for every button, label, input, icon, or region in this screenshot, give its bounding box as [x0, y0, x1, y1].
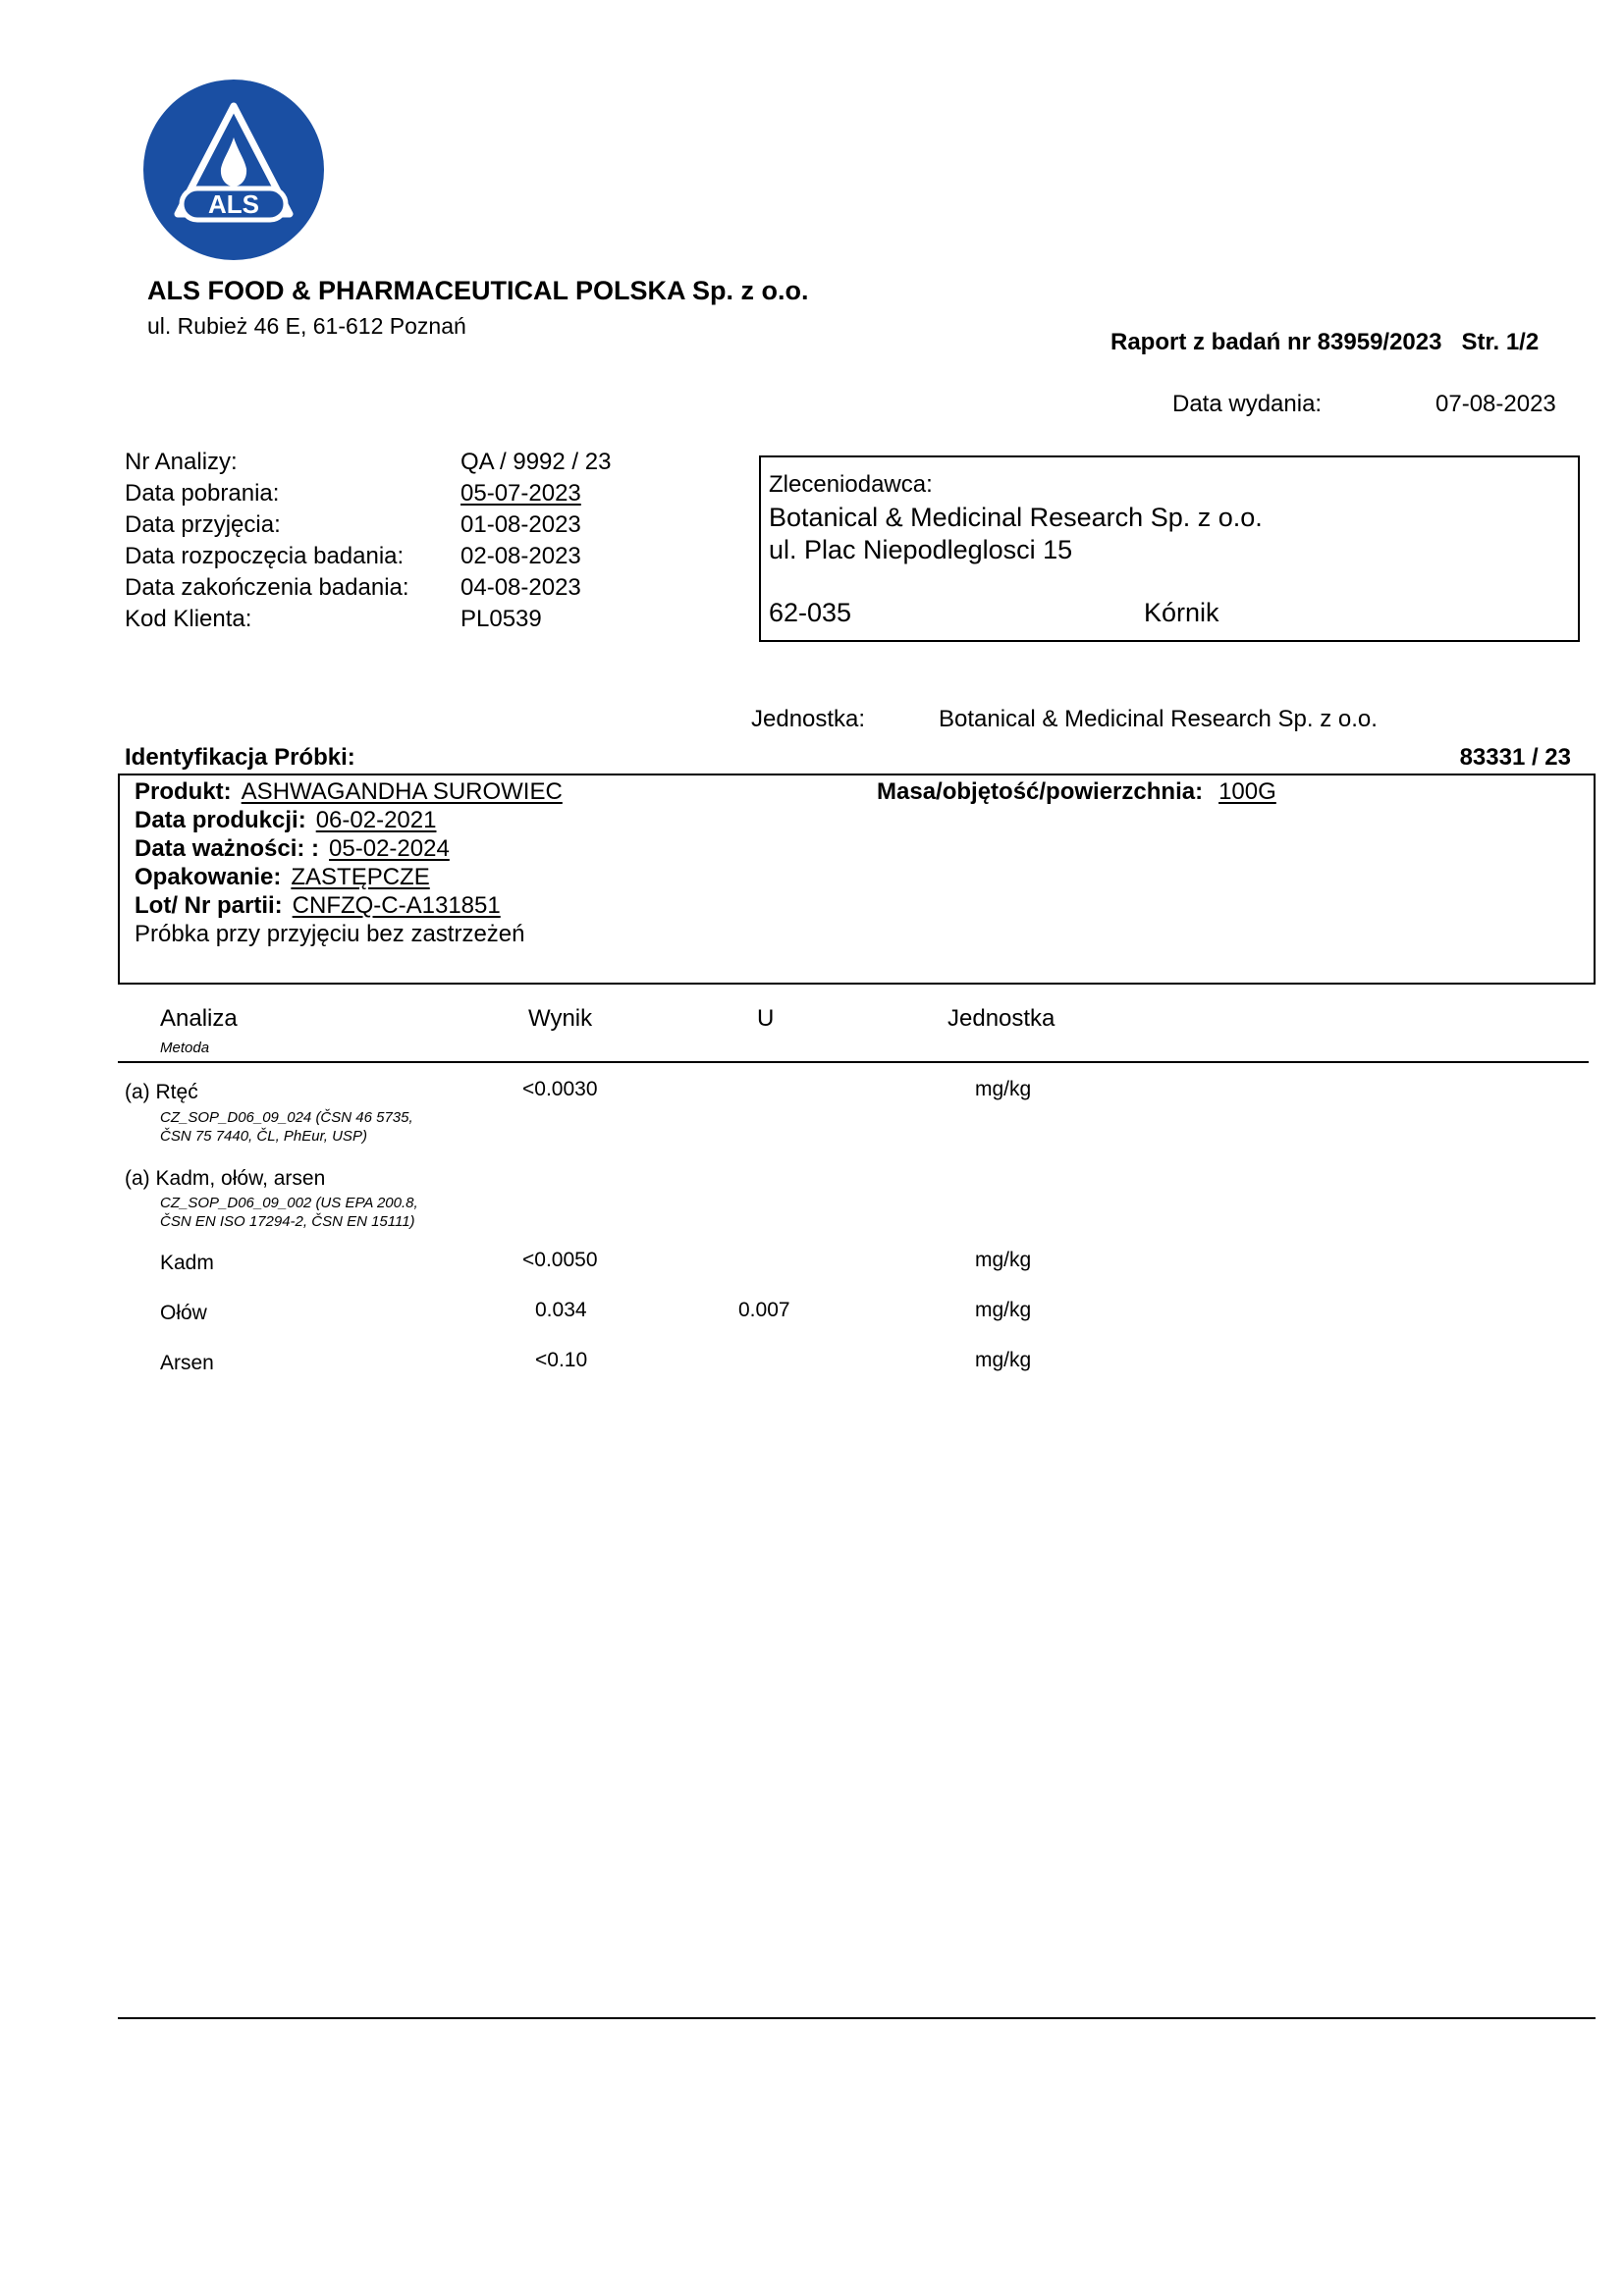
table-row-heavy-metals [125, 1167, 325, 1191]
test-end-label: Data zakończenia badania: [125, 574, 409, 601]
mass-label: Masa/objętość/powierzchnia: [877, 778, 1204, 805]
method-text [160, 1108, 413, 1146]
analyte-name: Arsen [160, 1352, 214, 1374]
client-label: Zleceniodawca: [769, 471, 933, 498]
receipt-date-label: Data przyjęcia: [125, 511, 281, 538]
method-line: CZ_SOP_D06_09_002 (US EPA 200.8, [160, 1195, 418, 1211]
unit-value: mg/kg [975, 1078, 1032, 1100]
sample-box [118, 774, 1596, 985]
accreditation-prefix: (a) [125, 1167, 150, 1190]
mass-row [877, 778, 1276, 806]
unit-value: mg/kg [975, 1249, 1032, 1271]
expiry-date-row [135, 835, 450, 863]
client-box [759, 455, 1580, 642]
mass-value: 100G [1218, 778, 1276, 805]
unit-label: Jednostka: [751, 706, 866, 732]
method-line: CZ_SOP_D06_09_024 (ČSN 46 5735, [160, 1109, 413, 1126]
uncertainty-value: 0.007 [738, 1299, 790, 1321]
packaging-label: Opakowanie: [135, 864, 282, 890]
method-text [160, 1194, 418, 1231]
svg-text:ALS: ALS [208, 189, 259, 219]
sampling-date-label: Data pobrania: [125, 480, 280, 507]
col-unit-header: Jednostka [947, 1005, 1056, 1032]
unit-value: Botanical & Medicinal Research Sp. z o.o. [939, 706, 1378, 732]
unit-value: mg/kg [975, 1349, 1032, 1371]
lot-value: CNFZQ-C-A131851 [292, 892, 501, 919]
lot-row [135, 892, 501, 920]
col-analysis-header: Analiza [160, 1005, 238, 1032]
expiry-date-label: Data ważności: : [135, 835, 320, 862]
sample-note: Próbka przy przyjęciu bez zastrzeżeń [135, 921, 525, 947]
test-start-label: Data rozpoczęcia badania: [125, 543, 405, 569]
test-start-value: 02-08-2023 [460, 543, 581, 569]
packaging-value: ZASTĘPCZE [291, 864, 430, 890]
col-method-header: Metoda [160, 1040, 210, 1056]
unit-value: mg/kg [975, 1299, 1032, 1321]
client-street: ul. Plac Niepodleglosci 15 [769, 535, 1073, 564]
receipt-date-value: 01-08-2023 [460, 511, 581, 538]
packaging-row [135, 864, 430, 891]
product-label: Produkt: [135, 778, 232, 805]
analyte-name: Kadm, ołów, arsen [155, 1167, 326, 1190]
client-name: Botanical & Medicinal Research Sp. z o.o. [769, 503, 1263, 532]
col-u-header: U [757, 1005, 775, 1032]
lot-label: Lot/ Nr partii: [135, 892, 283, 919]
expiry-date-value: 05-02-2024 [329, 835, 450, 862]
sampling-date-value: 05-07-2023 [460, 480, 581, 507]
test-end-value: 04-08-2023 [460, 574, 581, 601]
footer-rule [118, 2017, 1596, 2019]
col-result-header: Wynik [528, 1005, 593, 1032]
result-value: <0.10 [535, 1349, 588, 1371]
analyte-name: Kadm [160, 1252, 214, 1274]
product-value: ASHWAGANDHA SUROWIEC [241, 778, 563, 805]
result-value: <0.0030 [522, 1078, 598, 1100]
client-city: Kórnik [1144, 598, 1219, 627]
accreditation-prefix: (a) [125, 1081, 150, 1103]
client-zip: 62-035 [769, 598, 852, 627]
als-logo [142, 79, 325, 261]
report-title: Raport z badań nr 83959/2023 Str. 1/2 [1110, 329, 1540, 355]
result-value: <0.0050 [522, 1249, 598, 1271]
analysis-number-label: Nr Analizy: [125, 449, 238, 475]
method-line: ČSN EN ISO 17294-2, ČSN EN 15111) [160, 1213, 415, 1230]
company-name: ALS FOOD & PHARMACEUTICAL POLSKA Sp. z o.o. [147, 276, 809, 305]
client-code-value: PL0539 [460, 606, 542, 632]
sample-id-label: Identyfikacja Próbki: [125, 744, 355, 771]
analyte-name: Rtęć [155, 1081, 198, 1103]
method-line: ČSN 75 7440, ČL, PhEur, USP) [160, 1128, 367, 1145]
table-header-rule [118, 1061, 1589, 1063]
client-code-label: Kod Klienta: [125, 606, 252, 632]
production-date-label: Data produkcji: [135, 807, 306, 833]
analyte-name: Ołów [160, 1302, 207, 1324]
sample-id-number: 83331 / 23 [1459, 744, 1571, 771]
company-address: ul. Rubież 46 E, 61-612 Poznań [147, 313, 466, 339]
result-value: 0.034 [535, 1299, 587, 1321]
product-row [135, 778, 563, 806]
production-date-value: 06-02-2021 [315, 807, 437, 833]
table-row-mercury [125, 1081, 198, 1104]
issue-date-value: 07-08-2023 [1435, 391, 1556, 417]
issue-date-label: Data wydania: [1172, 391, 1323, 417]
analysis-number-value: QA / 9992 / 23 [460, 449, 612, 475]
production-date-row [135, 807, 436, 834]
